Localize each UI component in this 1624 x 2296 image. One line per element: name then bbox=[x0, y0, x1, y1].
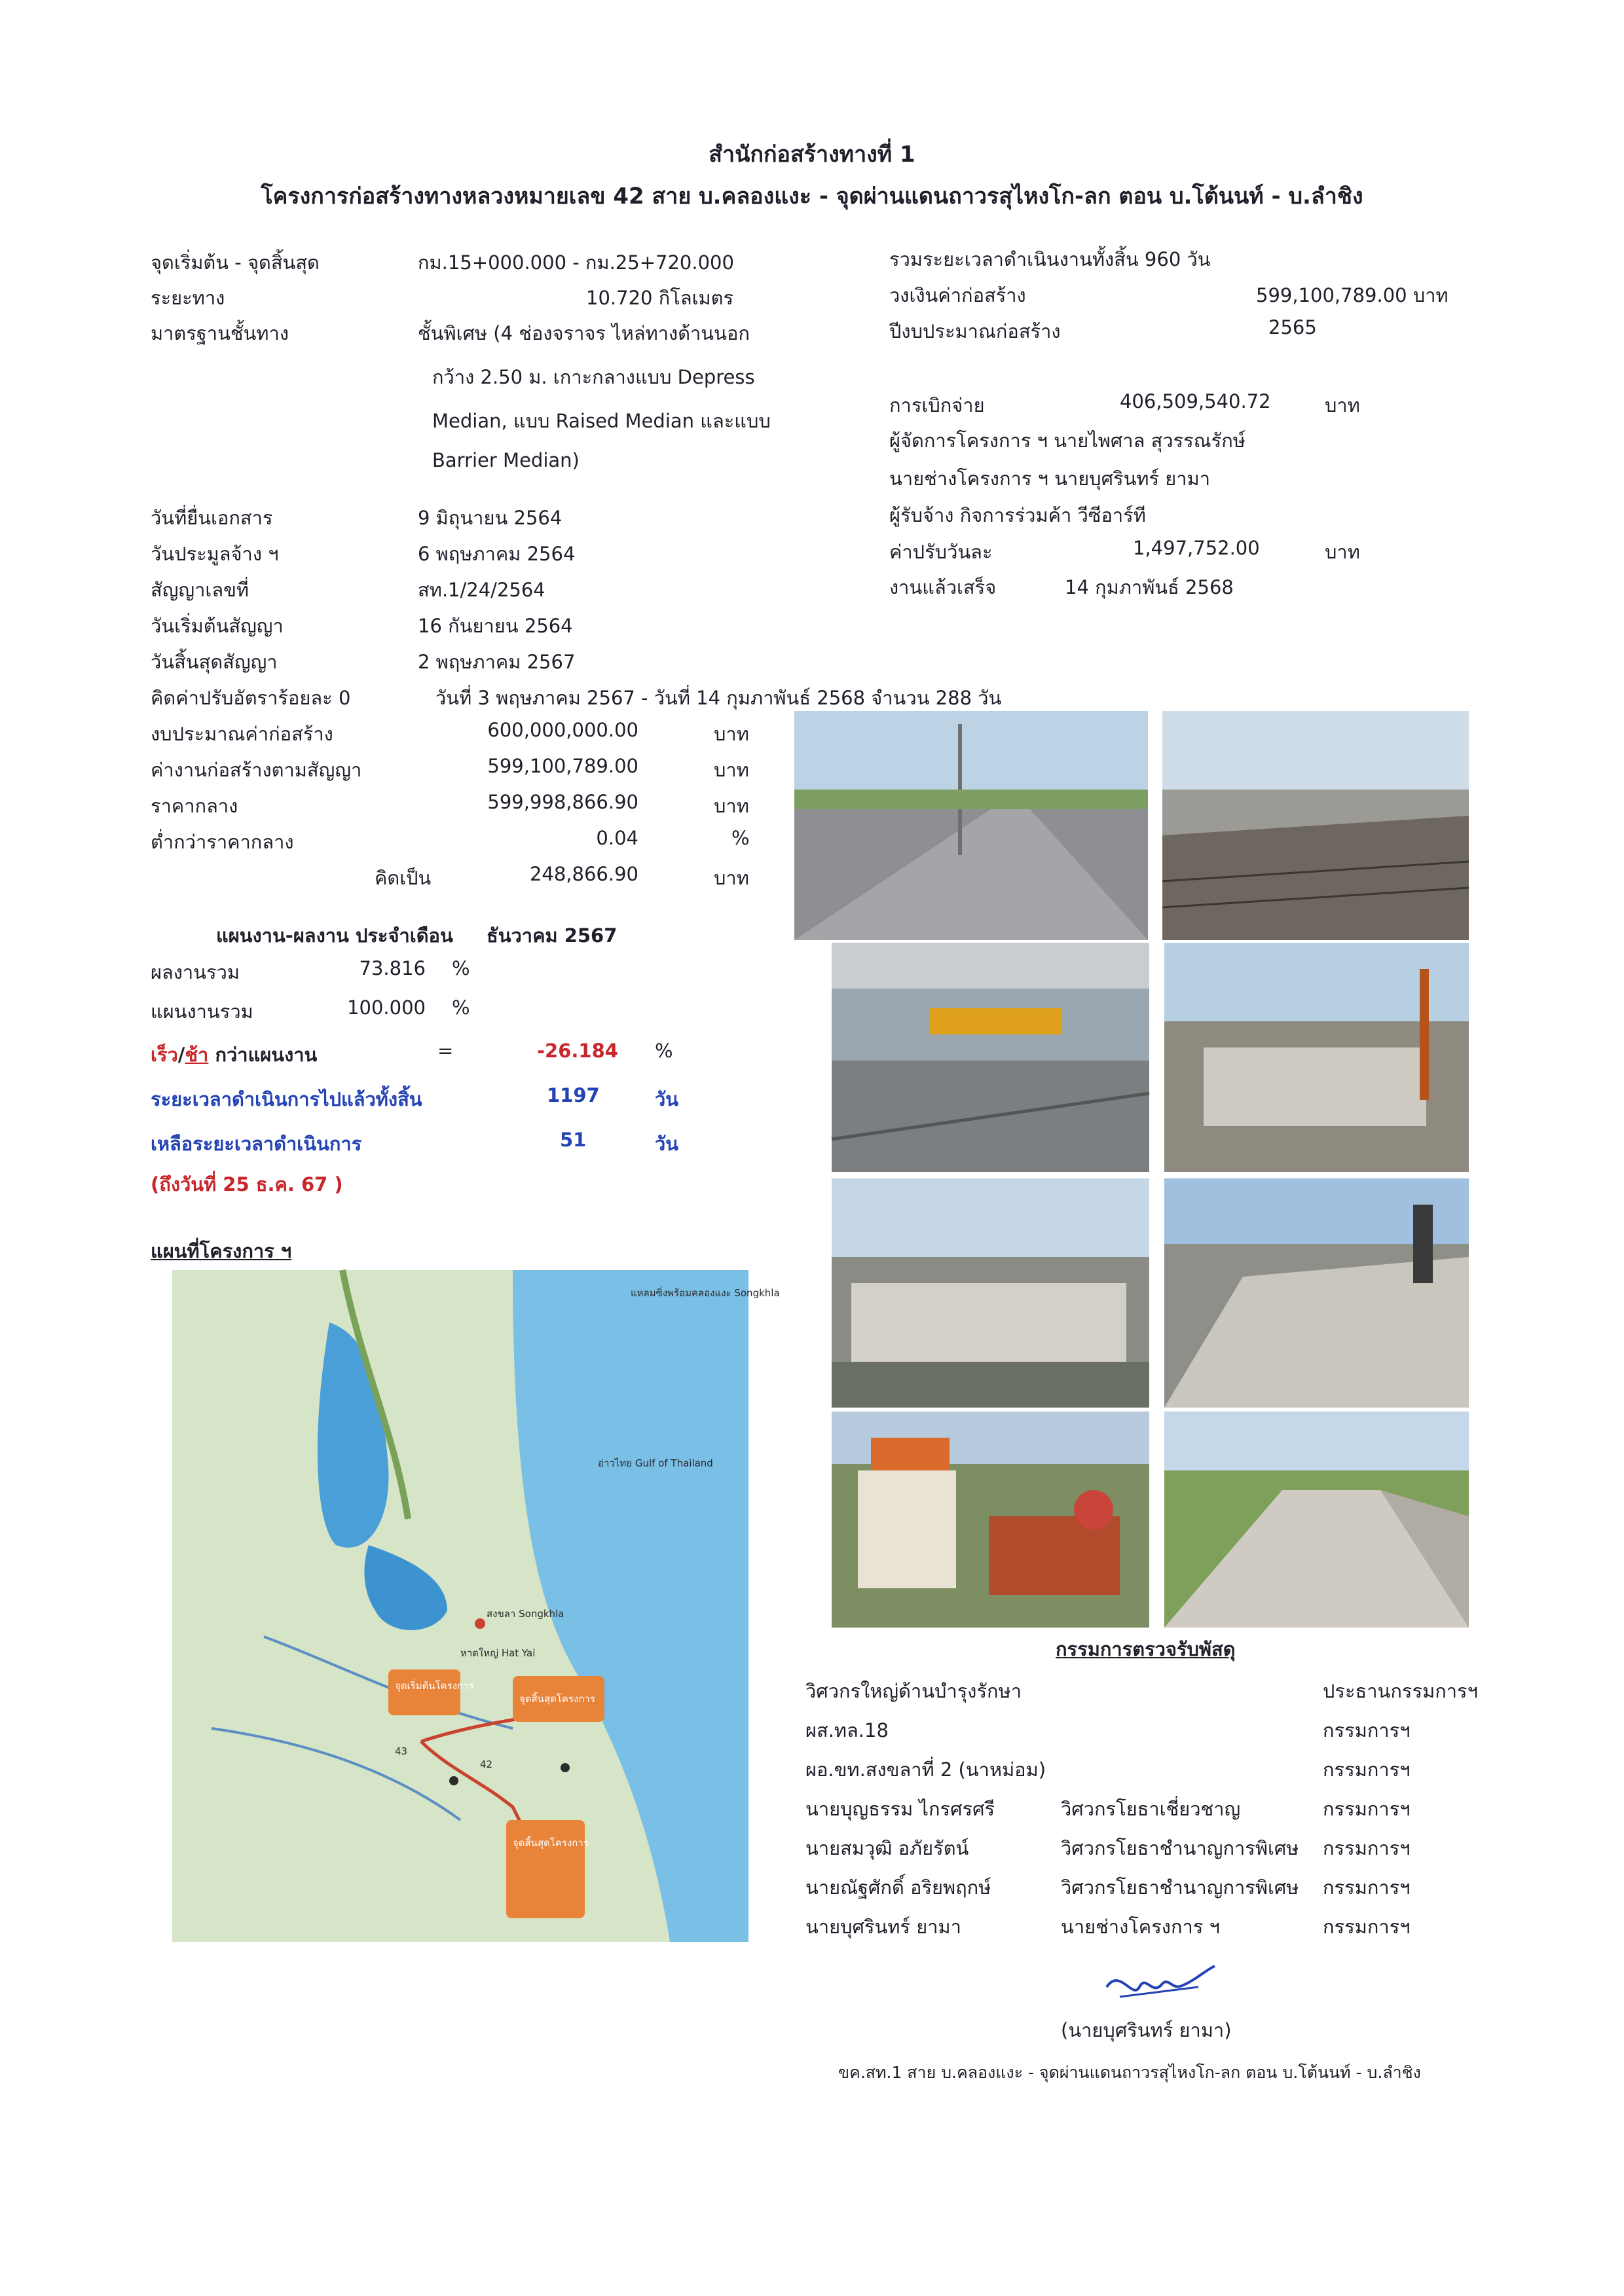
budget-value: 600,000,000.00 bbox=[487, 719, 638, 741]
done-label: งานแล้วเสร็จ bbox=[889, 576, 997, 598]
committee-member-position: นายช่างโครงการ ฯ bbox=[1061, 1916, 1220, 1938]
committee-member-name: นายบุศรินทร์ ยามา bbox=[805, 1916, 961, 1938]
disbursed-value: 406,509,540.72 bbox=[1120, 390, 1271, 412]
map-title: แผนที่โครงการ ฯ bbox=[151, 1240, 292, 1262]
construction-photo bbox=[832, 1178, 1149, 1408]
construction-photo bbox=[1162, 711, 1469, 940]
budget-label: ต่ำกว่าราคากลาง bbox=[151, 831, 294, 853]
construction-photo bbox=[1164, 1178, 1469, 1408]
map-label-end2: จุดสิ้นสุดโครงการ bbox=[513, 1837, 589, 1849]
committee-member-role: กรรมการฯ bbox=[1323, 1837, 1411, 1859]
construction-photo bbox=[794, 711, 1148, 940]
plan-label: แผนงานรวม bbox=[151, 1000, 253, 1023]
office-title: สำนักก่อสร้างทางที่ 1 bbox=[709, 141, 915, 168]
elapsed-label: ระยะเวลาดำเนินการไปแล้วทั้งสิ้น bbox=[151, 1088, 422, 1110]
committee-member-position: วิศวกรโยธาชำนาญการพิเศษ bbox=[1061, 1837, 1299, 1859]
start-value: 16 กันยายน 2564 bbox=[418, 615, 573, 637]
budget-label: ราคากลาง bbox=[151, 795, 238, 817]
contractor-text: ผู้รับจ้าง กิจการร่วมค้า วีซีอาร์ที bbox=[889, 504, 1146, 526]
distance-label: ระยะทาง bbox=[151, 287, 225, 309]
budget-unit: % bbox=[731, 827, 750, 849]
submit-label: วันที่ยื่นเอกสาร bbox=[151, 507, 273, 529]
committee-member-name: นายบุญธรรม ไกรศรศรี bbox=[805, 1798, 995, 1820]
diff-percent: % bbox=[655, 1040, 673, 1062]
disbursed-unit: บาท bbox=[1325, 394, 1360, 416]
start-label: วันเริ่มต้นสัญญา bbox=[151, 615, 284, 637]
budget-label: งบประมาณค่าก่อสร้าง bbox=[151, 723, 333, 745]
amount-label: วงเงินค่าก่อสร้าง bbox=[889, 284, 1026, 306]
construction-photo bbox=[832, 943, 1149, 1172]
construction-photo bbox=[1164, 943, 1469, 1172]
fine-label: ค่าปรับวันละ bbox=[889, 541, 993, 563]
signature-mark bbox=[1100, 1961, 1218, 2007]
signature-name: (นายบุศรินทร์ ยามา) bbox=[1061, 2019, 1232, 2041]
budget-unit: บาท bbox=[714, 759, 749, 781]
budget-unit: บาท bbox=[714, 723, 749, 745]
slow-text: ช้า bbox=[185, 1044, 209, 1066]
committee-member-name: ผอ.ขท.สงขลาที่ 2 (นาหม่อม) bbox=[805, 1758, 1046, 1781]
plan-percent: % bbox=[452, 996, 470, 1019]
map-label-start: จุดเริ่มต้นโครงการ bbox=[395, 1680, 474, 1692]
equals-sign: = bbox=[437, 1040, 454, 1062]
fine-value: 1,497,752.00 bbox=[1133, 537, 1260, 559]
remaining-value: 51 bbox=[560, 1129, 587, 1151]
penalty-value: วันที่ 3 พฤษภาคม 2567 - วันที่ 14 กุมภาพันธ์ 2568 จำนวน 288 วัน bbox=[435, 687, 1002, 709]
end-value: 2 พฤษภาคม 2567 bbox=[418, 651, 576, 673]
committee-member-position: วิศวกรโยธาเชี่ยวชาญ bbox=[1061, 1798, 1241, 1820]
remaining-unit: วัน bbox=[655, 1133, 679, 1155]
map-label-songkhla: สงขลา Songkhla bbox=[487, 1608, 564, 1620]
done-value: 14 กุมภาพันธ์ 2568 bbox=[1065, 576, 1234, 598]
disbursed-label: การเบิกจ่าย bbox=[889, 394, 985, 416]
as-of-text: (ถึงวันที่ 25 ธ.ค. 67 ) bbox=[151, 1173, 343, 1195]
project-title: โครงการก่อสร้างทางหลวงหมายเลข 42 สาย บ.คลองแงะ - จุดผ่านแดนถาวรสุไหงโก-ลก ตอน บ.โต้นนท์ - บ.ลำชิง bbox=[261, 183, 1363, 210]
construction-photo bbox=[1164, 1412, 1469, 1628]
progress-heading: แผนงาน-ผลงาน ประจำเดือน bbox=[216, 924, 453, 947]
committee-member-role: กรรมการฯ bbox=[1323, 1916, 1411, 1938]
start-end-value: กม.15+000.000 - กม.25+720.000 bbox=[418, 251, 734, 274]
submit-value: 9 มิถุนายน 2564 bbox=[418, 507, 563, 529]
map-label-route42: 42 bbox=[480, 1758, 493, 1770]
elapsed-value: 1197 bbox=[547, 1084, 600, 1106]
fiscal-value: 2565 bbox=[1268, 316, 1317, 338]
actual-label: ผลงานรวม bbox=[151, 961, 240, 983]
start-end-label: จุดเริ่มต้น - จุดสิ้นสุด bbox=[151, 251, 320, 274]
fast-text: เร็ว bbox=[151, 1044, 178, 1066]
diff-value: -26.184 bbox=[537, 1040, 618, 1062]
committee-member-name: นายสมวุฒิ อภัยรัตน์ bbox=[805, 1837, 969, 1859]
penalty-label: คิดค่าปรับอัตราร้อยละ 0 bbox=[151, 687, 351, 709]
auction-value: 6 พฤษภาคม 2564 bbox=[418, 543, 576, 565]
elapsed-unit: วัน bbox=[655, 1088, 679, 1110]
plan-value: 100.000 bbox=[347, 996, 426, 1019]
vs-plan-label bbox=[151, 1040, 317, 1070]
distance-value: 10.720 กิโลเมตร bbox=[586, 287, 734, 309]
equals-value: 248,866.90 bbox=[529, 863, 638, 885]
standard-line-3: Median, แบบ Raised Median และแบบ bbox=[432, 410, 771, 432]
auction-label: วันประมูลจ้าง ฯ bbox=[151, 543, 279, 565]
footer-text: ขค.สท.1 สาย บ.คลองแงะ - จุดผ่านแดนถาวรสุไหงโก-ลก ตอน บ.โต้นนท์ - บ.ลำชิง bbox=[838, 2063, 1421, 2082]
duration-text: รวมระยะเวลาดำเนินงานทั้งสิ้น 960 วัน bbox=[889, 248, 1211, 270]
map-label-end-box: จุดสิ้นสุดโครงการ bbox=[519, 1693, 595, 1705]
budget-value: 0.04 bbox=[596, 827, 638, 849]
committee-member-name: นายณัฐศักดิ์ อริยพฤกษ์ bbox=[805, 1876, 991, 1899]
end-label: วันสิ้นสุดสัญญา bbox=[151, 651, 278, 673]
budget-unit: บาท bbox=[714, 795, 749, 817]
project-map bbox=[172, 1270, 780, 1942]
map-label-gulf: อ่าวไทย Gulf of Thailand bbox=[598, 1457, 713, 1469]
contract-value: สท.1/24/2564 bbox=[418, 579, 545, 601]
progress-month: ธันวาคม 2567 bbox=[487, 924, 618, 947]
standard-label: มาตรฐานชั้นทาง bbox=[151, 322, 289, 344]
budget-value: 599,998,866.90 bbox=[487, 791, 638, 813]
actual-percent: % bbox=[452, 957, 470, 979]
equals-label: คิดเป็น bbox=[375, 867, 432, 889]
equals-unit: บาท bbox=[714, 867, 749, 889]
fiscal-label: ปีงบประมาณก่อสร้าง bbox=[889, 320, 1061, 342]
fine-unit: บาท bbox=[1325, 541, 1360, 563]
committee-member-role: กรรมการฯ bbox=[1323, 1798, 1411, 1820]
budget-value: 599,100,789.00 bbox=[487, 755, 638, 777]
committee-member-role: กรรมการฯ bbox=[1323, 1876, 1411, 1899]
committee-title: กรรมการตรวจรับพัสดุ bbox=[1056, 1638, 1236, 1660]
engineer-text: นายช่างโครงการ ฯ นายบุศรินทร์ ยามา bbox=[889, 467, 1210, 490]
standard-line-2: กว้าง 2.50 ม. เกาะกลางแบบ Depress bbox=[432, 366, 755, 388]
actual-value: 73.816 bbox=[359, 957, 426, 979]
committee-member-role: ประธานกรรมการฯ bbox=[1323, 1680, 1478, 1702]
committee-member-position: วิศวกรโยธาชำนาญการพิเศษ bbox=[1061, 1876, 1299, 1899]
slash-text: / bbox=[177, 1044, 185, 1066]
vs-plan-text: กว่าแผนงาน bbox=[208, 1044, 318, 1066]
contract-label: สัญญาเลขที่ bbox=[151, 579, 249, 601]
map-label-hatyai: หาดใหญ่ Hat Yai bbox=[460, 1647, 536, 1659]
amount-value: 599,100,789.00 บาท bbox=[1256, 284, 1449, 306]
manager-text: ผู้จัดการโครงการ ฯ นายไพศาล สุวรรณรักษ์ bbox=[889, 429, 1246, 452]
map-label-route43: 43 bbox=[395, 1745, 408, 1757]
budget-label: ค่างานก่อสร้างตามสัญญา bbox=[151, 759, 362, 781]
construction-photo bbox=[832, 1412, 1149, 1628]
committee-member-name: วิศวกรใหญ่ด้านบำรุงรักษา bbox=[805, 1680, 1022, 1702]
standard-line-1: ชั้นพิเศษ (4 ช่องจราจร ไหล่ทางด้านนอก bbox=[418, 322, 750, 344]
committee-member-name: ผส.ทล.18 bbox=[805, 1719, 889, 1741]
map-label-thailand: แหลมซิ่งพร้อมคลองแงะ Songkhla bbox=[631, 1287, 780, 1299]
committee-member-role: กรรมการฯ bbox=[1323, 1758, 1411, 1781]
remaining-label: เหลือระยะเวลาดำเนินการ bbox=[151, 1133, 362, 1155]
committee-member-role: กรรมการฯ bbox=[1323, 1719, 1411, 1741]
standard-line-4: Barrier Median) bbox=[432, 449, 580, 471]
